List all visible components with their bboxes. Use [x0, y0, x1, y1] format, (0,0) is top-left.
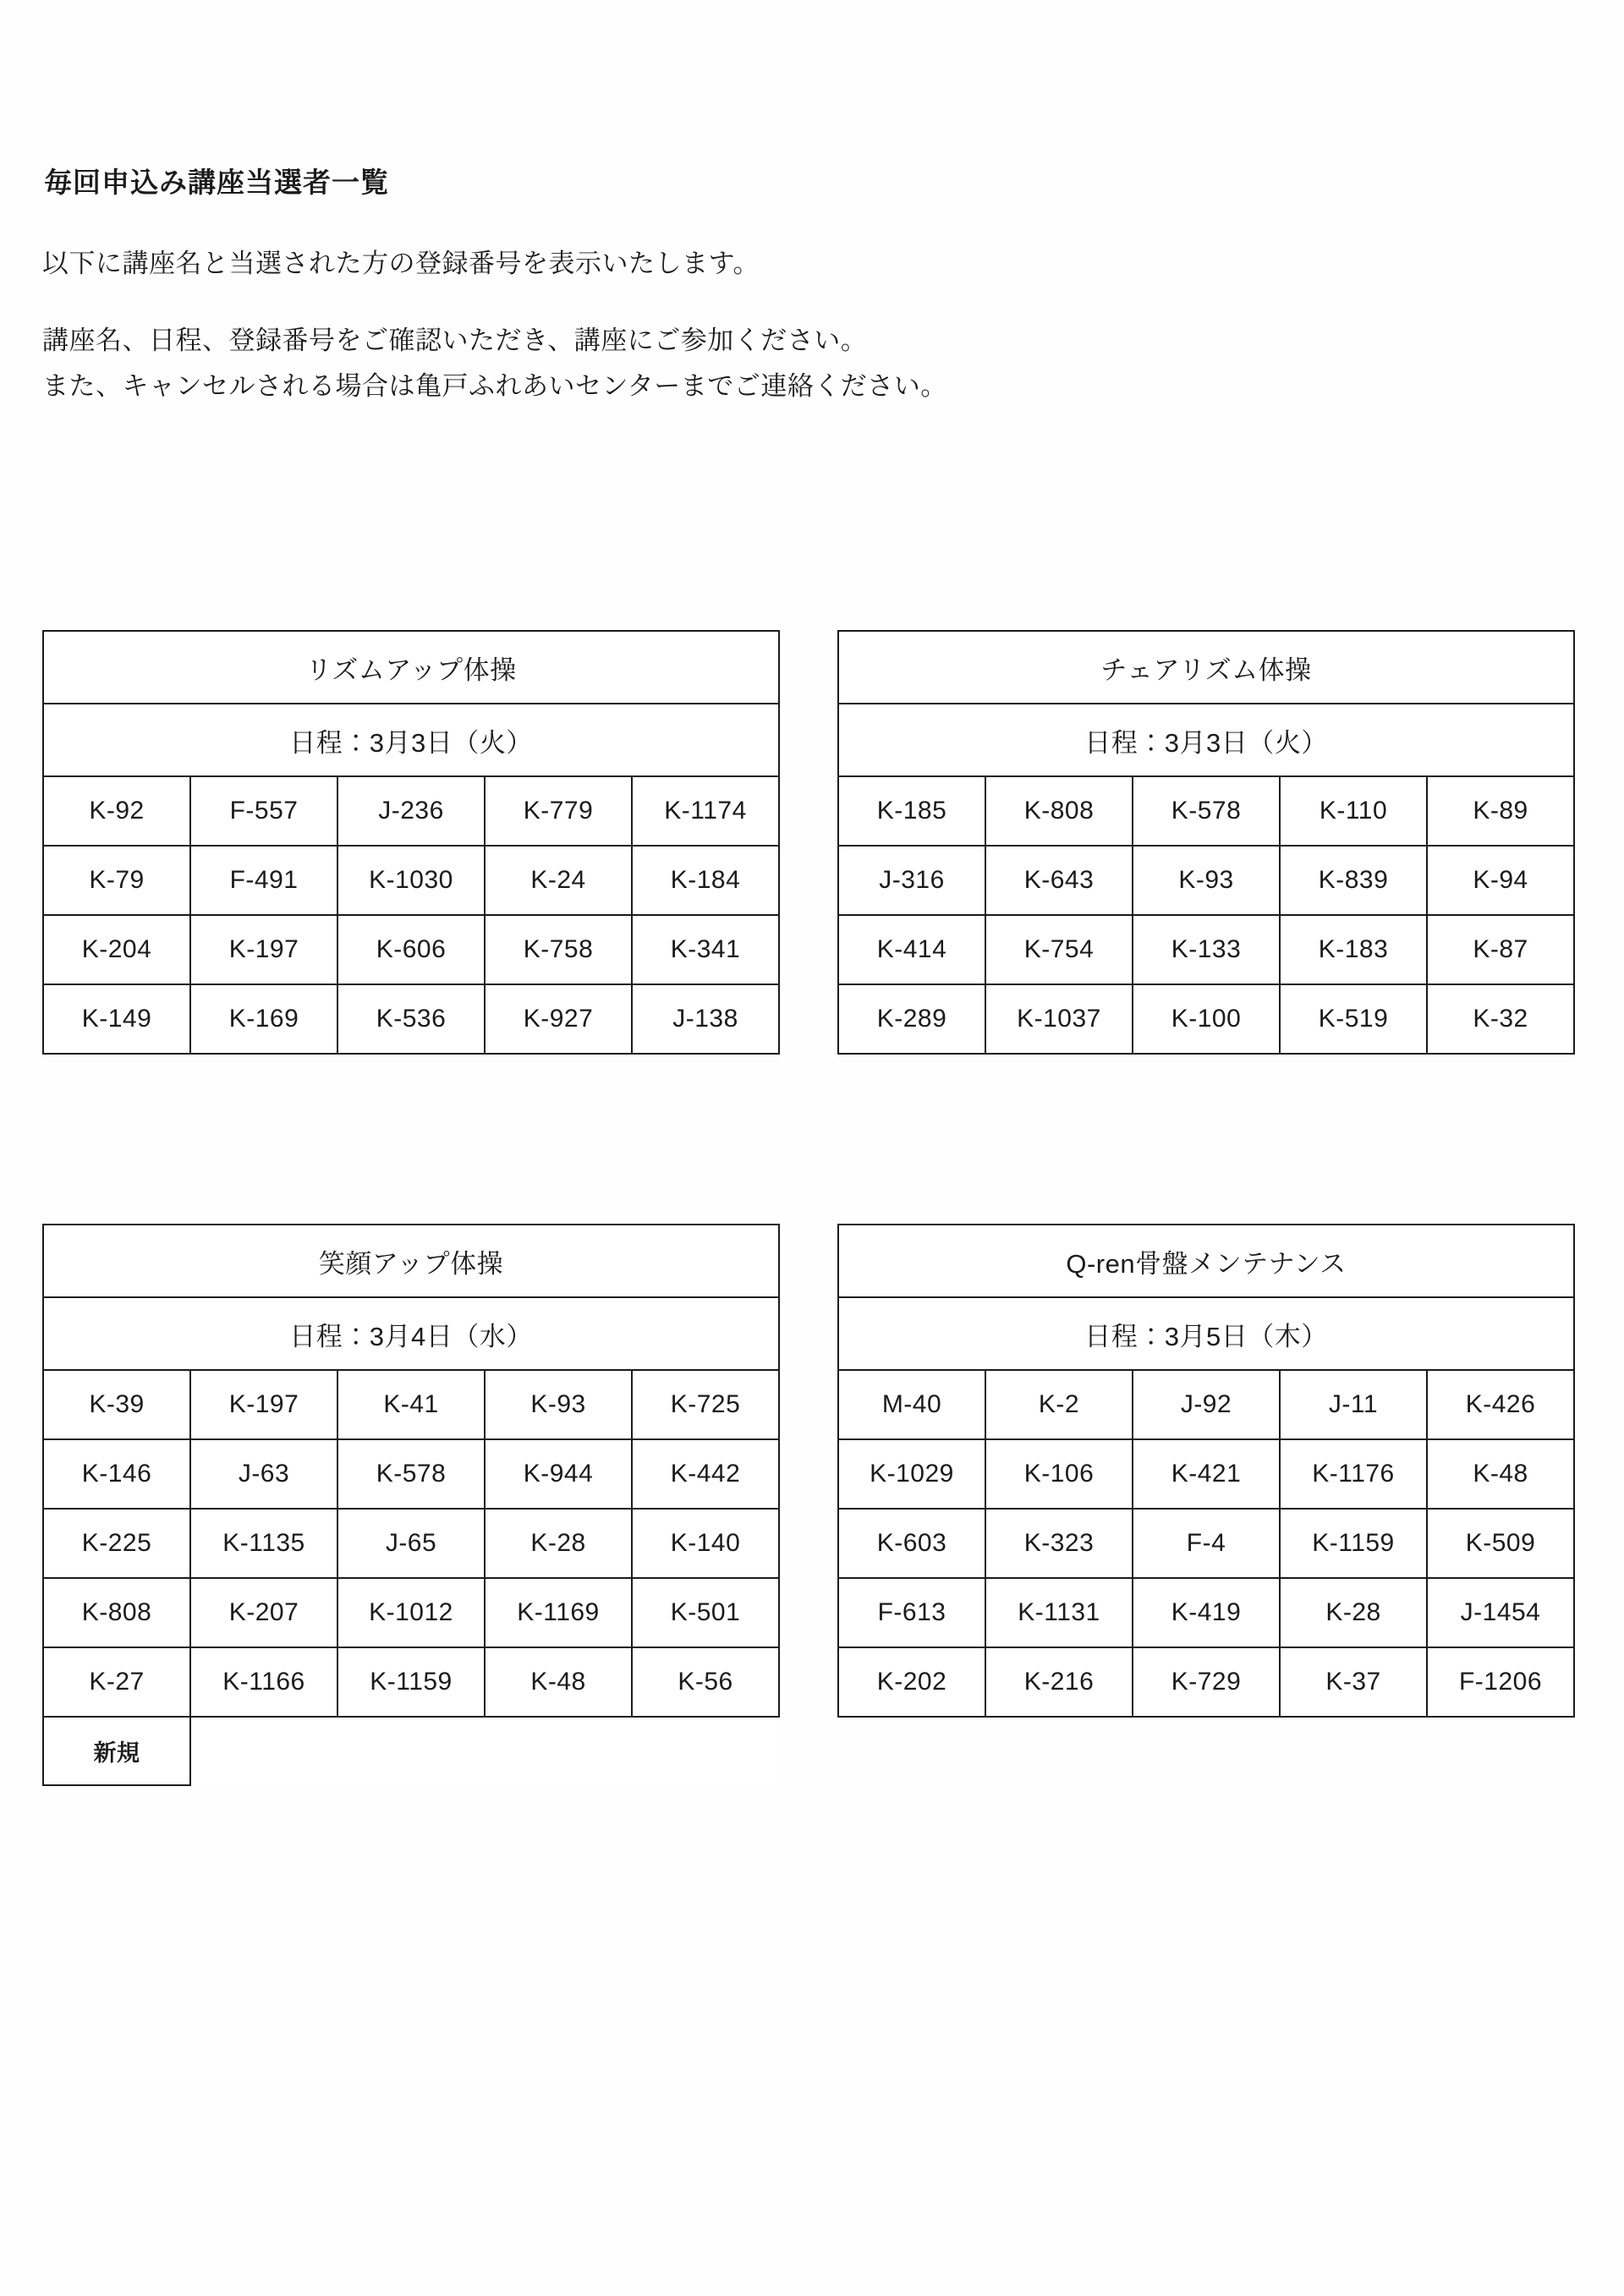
registration-number: K-289: [838, 984, 985, 1054]
table-row: [43, 1509, 779, 1578]
registration-number: J-236: [337, 776, 485, 846]
registration-number: K-184: [632, 846, 779, 915]
registration-number: K-146: [43, 1439, 190, 1509]
page-title: 毎回申込み講座当選者一覧: [44, 167, 389, 198]
table-row: [838, 1297, 1574, 1370]
registration-number: K-1169: [485, 1578, 632, 1647]
table-row: [838, 1647, 1574, 1717]
new-entry-tag: 新規: [43, 1717, 190, 1785]
table-row: [43, 776, 779, 846]
registration-number: K-92: [43, 776, 190, 846]
registration-number: K-37: [1280, 1647, 1427, 1717]
course-table-egao-up: [42, 1224, 780, 1786]
table-row: [43, 915, 779, 984]
table-row: [43, 1225, 779, 1297]
registration-number: K-202: [838, 1647, 985, 1717]
table-row: [838, 846, 1574, 915]
registration-number: K-48: [1427, 1439, 1574, 1509]
registration-number: J-1454: [1427, 1578, 1574, 1647]
registration-number: K-758: [485, 915, 632, 984]
registration-number: K-183: [1280, 915, 1427, 984]
registration-number: K-578: [1133, 776, 1280, 846]
registration-number: K-24: [485, 846, 632, 915]
registration-number: K-1012: [337, 1578, 485, 1647]
registration-number: K-536: [337, 984, 485, 1054]
registration-number: K-100: [1133, 984, 1280, 1054]
registration-number: K-519: [1280, 984, 1427, 1054]
course-table-container-2: [42, 1224, 787, 1786]
course-date: 日程：3月4日（水）: [43, 1297, 779, 1370]
registration-number: K-501: [632, 1578, 779, 1647]
registration-number: K-419: [1133, 1578, 1280, 1647]
course-tables: [42, 630, 1582, 1786]
registration-number: K-140: [632, 1509, 779, 1578]
table-row: [43, 1297, 779, 1370]
registration-number: K-1159: [337, 1647, 485, 1717]
table-row: [838, 1225, 1574, 1297]
registration-number: M-40: [838, 1370, 985, 1439]
registration-number: J-316: [838, 846, 985, 915]
registration-number: K-944: [485, 1439, 632, 1509]
course-table-rhythm-up: [42, 630, 780, 1055]
table-row: [838, 776, 1574, 846]
table-row: [43, 984, 779, 1054]
registration-number: K-509: [1427, 1509, 1574, 1578]
course-name: リズムアップ体操: [43, 631, 779, 704]
registration-number: K-93: [1133, 846, 1280, 915]
registration-number: K-185: [838, 776, 985, 846]
empty-cell: [485, 1717, 632, 1785]
table-spacer: [42, 1055, 1582, 1224]
registration-number: K-169: [190, 984, 337, 1054]
registration-number: K-606: [337, 915, 485, 984]
table-row: [838, 631, 1574, 704]
registration-number: K-414: [838, 915, 985, 984]
registration-number: K-207: [190, 1578, 337, 1647]
registration-number: K-1174: [632, 776, 779, 846]
registration-number: K-28: [485, 1509, 632, 1578]
course-name: チェアリズム体操: [838, 631, 1574, 704]
registration-number: K-93: [485, 1370, 632, 1439]
table-row: [43, 1439, 779, 1509]
table-row: [838, 1439, 1574, 1509]
registration-number: K-1029: [838, 1439, 985, 1509]
registration-number: F-613: [838, 1578, 985, 1647]
registration-number: K-39: [43, 1370, 190, 1439]
registration-number: F-1206: [1427, 1647, 1574, 1717]
registration-number: K-808: [43, 1578, 190, 1647]
registration-number: K-442: [632, 1439, 779, 1509]
registration-number: K-106: [985, 1439, 1133, 1509]
registration-number: K-578: [337, 1439, 485, 1509]
registration-number: K-1131: [985, 1578, 1133, 1647]
table-row: [43, 1717, 779, 1785]
registration-number: K-149: [43, 984, 190, 1054]
course-date: 日程：3月3日（火）: [838, 704, 1574, 776]
empty-cell: [337, 1717, 485, 1785]
registration-number: K-725: [632, 1370, 779, 1439]
course-table-container-3: [837, 1224, 1582, 1786]
registration-number: K-56: [632, 1647, 779, 1717]
registration-number: K-1166: [190, 1647, 337, 1717]
empty-cell: [190, 1717, 337, 1785]
intro-paragraph-2: 講座名、日程、登録番号をご確認いただき、講座にご参加ください。: [42, 325, 868, 355]
table-row: [43, 631, 779, 704]
course-name: 笑顔アップ体操: [43, 1225, 779, 1297]
table-row: [838, 704, 1574, 776]
registration-number: K-79: [43, 846, 190, 915]
table-row: [43, 846, 779, 915]
registration-number: K-94: [1427, 846, 1574, 915]
registration-number: K-28: [1280, 1578, 1427, 1647]
registration-number: K-603: [838, 1509, 985, 1578]
registration-number: K-197: [190, 915, 337, 984]
registration-number: K-341: [632, 915, 779, 984]
registration-number: K-1037: [985, 984, 1133, 1054]
registration-number: K-1159: [1280, 1509, 1427, 1578]
registration-number: K-2: [985, 1370, 1133, 1439]
table-row-bottom: [42, 1224, 1582, 1786]
registration-number: K-927: [485, 984, 632, 1054]
empty-cell: [632, 1717, 779, 1785]
registration-number: K-41: [337, 1370, 485, 1439]
registration-number: K-48: [485, 1647, 632, 1717]
table-row: [838, 1578, 1574, 1647]
registration-number: K-1030: [337, 846, 485, 915]
table-row: [43, 1647, 779, 1717]
registration-number: J-138: [632, 984, 779, 1054]
course-table-container-0: [42, 630, 787, 1055]
registration-number: K-426: [1427, 1370, 1574, 1439]
registration-number: K-27: [43, 1647, 190, 1717]
course-table-qren-kotsuban: [837, 1224, 1575, 1718]
registration-number: K-421: [1133, 1439, 1280, 1509]
table-row: [838, 1370, 1574, 1439]
registration-number: F-557: [190, 776, 337, 846]
registration-number: K-87: [1427, 915, 1574, 984]
document-header-text: [42, 161, 1582, 444]
registration-number: K-110: [1280, 776, 1427, 846]
registration-number: K-32: [1427, 984, 1574, 1054]
registration-number: J-65: [337, 1509, 485, 1578]
table-row: [838, 915, 1574, 984]
course-name: Q-ren骨盤メンテナンス: [838, 1225, 1574, 1297]
registration-number: K-225: [43, 1509, 190, 1578]
registration-number: K-323: [985, 1509, 1133, 1578]
table-row: [43, 704, 779, 776]
course-table-chair-rhythm: [837, 630, 1575, 1055]
registration-number: F-4: [1133, 1509, 1280, 1578]
table-row: [838, 984, 1574, 1054]
table-row: [43, 1578, 779, 1647]
registration-number: K-729: [1133, 1647, 1280, 1717]
table-row-top: [42, 630, 1582, 1055]
registration-number: K-204: [43, 915, 190, 984]
registration-number: K-808: [985, 776, 1133, 846]
course-table-container-1: [837, 630, 1582, 1055]
course-date: 日程：3月3日（火）: [43, 704, 779, 776]
intro-paragraph-1: 以下に講座名と当選された方の登録番号を表示いたします。: [42, 249, 760, 278]
registration-number: J-63: [190, 1439, 337, 1509]
registration-number: K-779: [485, 776, 632, 846]
registration-number: K-1135: [190, 1509, 337, 1578]
table-row: [838, 1509, 1574, 1578]
registration-number: K-197: [190, 1370, 337, 1439]
registration-number: K-133: [1133, 915, 1280, 984]
registration-number: K-839: [1280, 846, 1427, 915]
registration-number: K-216: [985, 1647, 1133, 1717]
registration-number: J-92: [1133, 1370, 1280, 1439]
intro-paragraph-3: また、キャンセルされる場合は亀戸ふれあいセンターまでご連絡ください。: [42, 371, 947, 401]
registration-number: K-754: [985, 915, 1133, 984]
registration-number: K-643: [985, 846, 1133, 915]
registration-number: K-1176: [1280, 1439, 1427, 1509]
course-date: 日程：3月5日（木）: [838, 1297, 1574, 1370]
registration-number: K-89: [1427, 776, 1574, 846]
table-row: [43, 1370, 779, 1439]
registration-number: J-11: [1280, 1370, 1427, 1439]
registration-number: F-491: [190, 846, 337, 915]
